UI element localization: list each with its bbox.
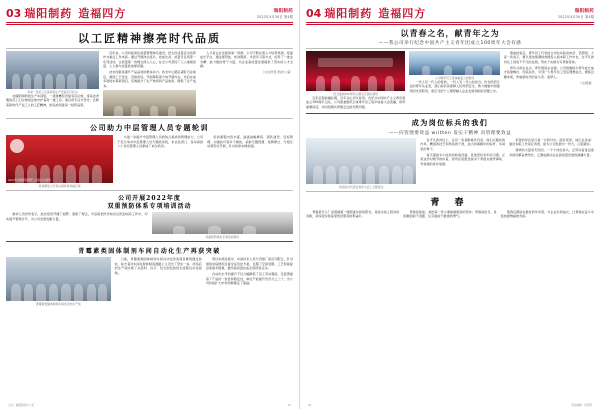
right-poem-col-1	[306, 210, 399, 220]
left-headline-rule	[6, 48, 293, 49]
right-section2-body-2: 荣誉的背后是日复一日的付出。面对荣誉，他们总是说：做好本职工作是应该的，能为公司发展出一份力，心里踏实。 榜样的力量是无穷的。一个个岗位标兵，正带动着身边更多的同事奋勇争先，汇聚成推动企业高质量发展的磅礴力量。	[509, 137, 594, 157]
right-section2-subtitle: ——向管理要效益 written 发实干精神 向管理要效益	[388, 130, 512, 136]
left-photo-training-emblem	[10, 139, 24, 153]
right-section2-body-1: 在平凡的岗位上，总有一些身影格外闪亮。他们以踏实的作风、精湛的技艺和昂扬的干劲，成为同事眼中的标杆、车间里的骨干。 每天提前半小时到岗检查设备，是他坚持多年的习惯。正是这份对细节的执着，使所在班组连续多个季度实现零事故、零差错的优异成绩。	[420, 137, 506, 166]
right-photo-oath-caption: 公司青年员工集体重温入团誓词	[434, 76, 475, 80]
left-org-name: 瑞阳制药	[273, 8, 293, 14]
left-date-line: 2022年4月30日 第4期	[257, 14, 293, 19]
right-section2-col-2	[509, 138, 594, 189]
left-section3-body: 参训人员纷纷表示，此次培训开阔了视野、更新了理念，今后将把所学知识运用到实际工作中，切实提升管理水平，为公司发展贡献力量。	[6, 212, 148, 221]
right-photo-stage	[306, 51, 405, 91]
left-body-1: 在瑞阳制药的生产车间里，一排排精密设备有序运转，身着洁净服的员工们全神贯注地守护着每一道工序。他们用专注与坚守，诠释着新时代产业工人的工匠精神，把品质刻进每一粒药品里。	[6, 94, 99, 107]
left-masthead-rule	[6, 24, 293, 25]
left-section2-col-1	[117, 135, 203, 188]
right-headline-rule	[306, 48, 594, 49]
right-masthead	[306, 5, 594, 23]
left-section2-col-2	[207, 135, 293, 188]
right-poem-body-2: 青春是热爱，是把每一件小事做到极致的坚持；青春是担当，是困难面前不退缩、任务面前不推诿的勇气。	[403, 209, 497, 219]
right-section2-title: 成为岗位标兵的我们	[411, 117, 489, 127]
left-divider-1	[6, 118, 293, 119]
left-masthead	[6, 5, 293, 23]
left-col-1	[6, 51, 99, 116]
right-poem-title: 青 春	[430, 197, 470, 208]
left-photo-indoor-figures	[103, 102, 196, 116]
right-photo-award-figures	[306, 159, 416, 184]
right-photo-oath-figures	[409, 62, 499, 75]
left-divider-3	[6, 241, 293, 242]
left-masthead-subtitle: 造福四方	[78, 7, 127, 20]
left-divider-2	[6, 190, 293, 191]
left-photo-indoor	[103, 90, 196, 116]
right-photo-stage-figures	[306, 69, 405, 91]
left-section4-body-1: 日前，青霉素类固体制剂车间自动化改造项目顺利通过验收，标志着该车间在智能制造道路上又迈出了坚实一步。改造后的生产线实现了从投料、压片、包衣到包装的全流程自动化控制。	[114, 257, 202, 275]
left-photo-seminar	[152, 212, 294, 234]
left-col-2	[103, 51, 196, 116]
left-photo-line	[6, 257, 111, 301]
right-masthead-subtitle: 造福四方	[378, 7, 427, 20]
left-section3-photo-col	[152, 212, 294, 239]
left-body-2: 近年来，公司持续深化质量管理体系建设，把全员质量意识培养作为重点工作来抓。通过开展岗位练兵、技能比武、质量月宣贯等一系列活动，让质量第一的理念深入人心，在全公司营造了人人重视质量、人人参与质量的浓厚氛围。 技术创新是提升产品品质的根本动力。技术中心团队紧盯行业前沿，围绕工艺优化、设备改造、节能降耗等方向开展攻关，先后完成多项技术革新项目，有效提升了生产效率和产品收率，降低了生产成本。	[103, 51, 196, 88]
left-section2-body-1: 为进一步提升中层管理人员的综合素质和管理能力，公司于近日举办中层管理人员专题培训班，来自各部门、各车间的六十余名管理人员参加了本次培训。	[117, 135, 204, 149]
left-footer: 主办：瑞阳制药办公室	[8, 404, 34, 407]
left-section2-photo-col	[6, 135, 113, 188]
left-col-3	[200, 51, 293, 116]
left-photo-seminar-figures	[152, 222, 294, 234]
right-body-1: 百年征程波澜壮阔，百年初心历久弥坚。在纪念中国共产主义青年团成立100周年之际，公司团委组织全体青年员工集中收看大会直播，聆听重要讲话，共同回顾共青团走过的光辉历程。	[306, 96, 406, 109]
right-poem-body-3: 愿我们都能在最好的年华里，与企业共同成长，让青春在奋斗中绽放最绚丽的光彩。	[500, 209, 594, 219]
right-org-name: 瑞阳制药	[574, 8, 594, 14]
left-section3-title-line1: 公司开展2022年度	[118, 195, 181, 203]
left-section3-title-line2: 双重预防体系专项培训活动	[107, 202, 192, 210]
right-photo-award-caption: 岗位标兵代表在表彰大会上合影留念	[338, 184, 384, 189]
left-photo-line-figures	[6, 277, 111, 301]
left-section4-col-2	[206, 257, 293, 306]
left-photo-team-caption: 车间一线员工认真检查生产设备运行状态	[27, 90, 78, 94]
right-col-1	[306, 51, 405, 111]
right-photo-oath	[409, 51, 499, 75]
left-photo-line-caption: 青霉素类固体制剂车间自动化生产线	[35, 302, 81, 307]
left-photo-seminar-caption: 双重预防体系专项培训现场	[205, 235, 240, 240]
left-section4-photo-col	[6, 257, 111, 306]
right-section2-col-1	[420, 138, 505, 189]
left-photo-team	[6, 51, 99, 89]
right-body-3: 观看结束后，青年员工代表结合岗位实际谈体会、话感悟。大家一致表示，要以更加饱满的热情投入到本职工作中去，在平凡的岗位上创造不平凡的业绩，用实干实绩书写青春答卷。 青年兴则企业兴，青年强则企业强。公司将继续为青年成长成才搭建舞台、创造条件，引导广大青年员工坚定理想信念、锤炼过硬本领，争做新时代的奋斗者、追梦人。	[503, 51, 595, 79]
right-divider-1	[306, 113, 594, 114]
left-photo-training-overlay: 2022年度瑞阳制药职工技能比武现场	[8, 179, 51, 183]
right-masthead-meta	[558, 8, 594, 19]
right-headline: 以青春之名，献青年之为	[400, 28, 500, 38]
left-section4-body-2: 项目实施过程中，车间技术人员与设备厂家密切配合，针对现场实际情况反复论证优化方案，克服了空间受限、工艺衔接复杂等诸多困难，最终高质量完成全部改造任务。 自动化水平的提升不仅大幅降低了员工劳动强度，还显著提高了产品的一致性和稳定性，单位产能提升约百分之三十，为公司持续扩大市场份额奠定了基础。	[205, 257, 293, 286]
right-byline: （文/团委）	[578, 80, 595, 85]
right-poem-col-3	[501, 210, 594, 220]
left-section2-body-2: 培训课程内容丰富，涵盖战略解码、团队建设、目标管理、沟通技巧等多个模块，采取专题授课、案例研讨、分组互动等形式开展，针对性和实操性强。	[207, 135, 293, 149]
right-col-3	[504, 51, 594, 111]
left-byline: （文/宣传部 图/办公室）	[261, 70, 293, 75]
right-footer: 责任编辑：宣传部	[571, 404, 592, 407]
left-section4-col-1	[115, 257, 202, 306]
right-poem-col-2	[403, 210, 496, 220]
left-section2-title: 公司助力中层管理人员专题轮训	[90, 123, 209, 133]
left-section4-title: 青霉素类固体制剂车间自动化生产再获突破	[78, 248, 221, 256]
right-photo-stage-screen	[318, 58, 394, 67]
right-date-line: 2022年4月30日 第4期	[558, 14, 594, 19]
left-body-3: 人才是企业发展的第一资源。公司不断完善人才培养机制，搭建成长平台，通过师带徒、轮岗锻炼、外派学习等方式，培养了一批业务精、能力强的骨干力量，为企业高质量发展提供了坚实的人才支撑。	[200, 51, 293, 69]
right-page	[300, 0, 600, 409]
left-masthead-title: 瑞阳制药	[24, 7, 73, 20]
right-photo-stage-caption: 纪念建团100周年主题文艺演出现场	[333, 92, 378, 96]
left-masthead-meta	[257, 8, 293, 19]
right-poem-body-1: 青春是什么？是清晨第一缕照进车间的阳光，是流水线上跃动的身影，是深夜实验室里依旧明亮的那盏灯。	[306, 209, 400, 219]
left-photo-training-caption: 轮训课堂上学员认真听讲并做记录	[38, 184, 81, 189]
left-page-number: 03	[6, 6, 22, 20]
right-photo-award	[306, 138, 416, 184]
left-folio: 03	[287, 404, 291, 407]
right-masthead-title: 瑞阳制药	[324, 7, 373, 20]
left-photo-team-figures	[6, 68, 99, 89]
right-col-2	[409, 51, 499, 111]
right-body-2: 一代人有一代人的使命，一代人有一代人的担当。作为医药行业的青年从业者，我们肩负着保障人民用药安全、助力健康中国建设的光荣职责，更应当把个人理想融入企业发展和国家需要之中。	[409, 80, 500, 93]
right-subhead: ——我公司举行纪念中国共产主义青年团成立100周年大会有感	[378, 41, 522, 46]
left-headline: 以工匠精神擦亮时代品质	[78, 32, 221, 45]
right-section2-photo-col	[306, 138, 416, 189]
right-divider-2	[306, 191, 594, 192]
right-masthead-rule	[306, 24, 594, 25]
left-section3-col-1	[6, 212, 148, 239]
left-photo-training	[6, 135, 113, 183]
right-folio: 04	[308, 404, 312, 407]
right-page-number: 04	[306, 6, 322, 20]
